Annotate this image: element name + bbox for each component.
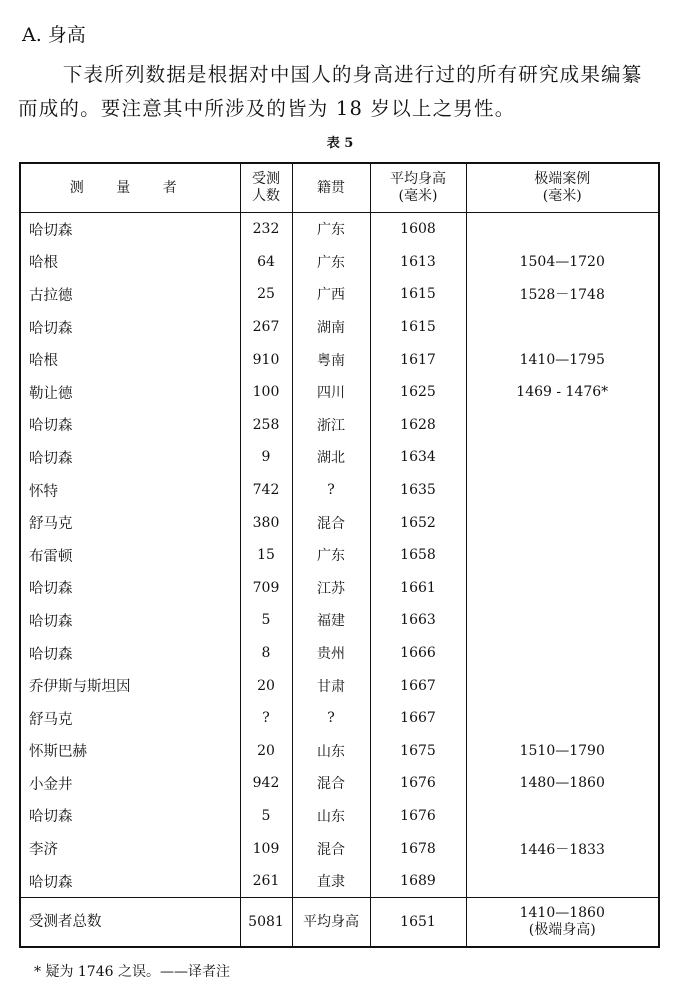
cell-avg-height: 1615 [370,311,466,344]
cell-origin: 湖南 [292,311,370,344]
cell-origin: 甘肃 [292,669,370,702]
table-row [20,800,659,833]
header-subjects: 受测 人数 [240,163,292,213]
cell-surveyor: 古拉德 [20,278,240,311]
table-row [20,702,659,735]
table-caption: 表 5 [326,136,354,151]
table-row [20,572,659,605]
cell-surveyor: 哈根 [20,246,240,279]
table-total-row [20,898,659,948]
cell-extremes: 1528－1748 [466,278,659,311]
total-extremes: 1410—1860 (极端身高) [466,898,659,948]
cell-subjects: 25 [240,278,292,311]
cell-avg-height: 1635 [370,474,466,507]
cell-avg-height: 1667 [370,669,466,702]
cell-surveyor: 哈切森 [20,637,240,670]
total-origin-label: 平均身高 [292,898,370,948]
cell-surveyor: 勒让德 [20,376,240,409]
cell-subjects: 20 [240,735,292,768]
cell-surveyor: 布雷顿 [20,539,240,572]
table-row [20,669,659,702]
cell-subjects: 261 [240,865,292,898]
cell-extremes [466,409,659,442]
intro-paragraph: 下表所列数据是根据对中国人的身高进行过的所有研究成果编纂而成的。要注意其中所涉及的皆为 18 岁以上之男性。 [18,63,643,120]
cell-surveyor: 怀特 [20,474,240,507]
cell-avg-height: 1628 [370,409,466,442]
cell-surveyor: 舒马克 [20,702,240,735]
cell-origin: 浙江 [292,409,370,442]
cell-avg-height: 1666 [370,637,466,670]
cell-extremes: 1446－1833 [466,832,659,865]
cell-origin: 山东 [292,735,370,768]
table-row [20,539,659,572]
cell-surveyor: 舒马克 [20,506,240,539]
table-row [20,604,659,637]
table-row [20,506,659,539]
cell-avg-height: 1625 [370,376,466,409]
cell-subjects: 64 [240,246,292,279]
cell-surveyor: 哈切森 [20,441,240,474]
table-row [20,311,659,344]
cell-extremes [466,441,659,474]
cell-surveyor: 乔伊斯与斯坦因 [20,669,240,702]
cell-avg-height: 1661 [370,572,466,605]
cell-subjects: 9 [240,441,292,474]
cell-subjects: 742 [240,474,292,507]
cell-avg-height: 1689 [370,865,466,898]
translator-footnote: * 疑为 1746 之误。——译者注 [34,964,230,980]
header-avg-height: 平均身高 (毫米) [370,163,466,213]
cell-extremes [466,800,659,833]
cell-extremes [466,637,659,670]
cell-extremes: 1410—1795 [466,343,659,376]
cell-subjects: 709 [240,572,292,605]
cell-avg-height: 1658 [370,539,466,572]
table-row [20,409,659,442]
cell-subjects: 100 [240,376,292,409]
table-row [20,278,659,311]
cell-subjects: 942 [240,767,292,800]
cell-origin: 广西 [292,278,370,311]
cell-origin: 湖北 [292,441,370,474]
table-row [20,474,659,507]
cell-surveyor: 怀斯巴赫 [20,735,240,768]
table-row [20,213,659,246]
cell-extremes: 1510—1790 [466,735,659,768]
table-header-row [20,163,659,213]
cell-extremes: 1469 - 1476* [466,376,659,409]
cell-extremes [466,572,659,605]
cell-avg-height: 1613 [370,246,466,279]
cell-surveyor: 哈切森 [20,572,240,605]
cell-surveyor: 李济 [20,832,240,865]
cell-surveyor: 哈切森 [20,311,240,344]
table-row [20,441,659,474]
cell-subjects: 5 [240,800,292,833]
table-row [20,246,659,279]
cell-surveyor: 哈切森 [20,604,240,637]
total-avg-height: 1651 [370,898,466,948]
table-row [20,637,659,670]
cell-avg-height: 1675 [370,735,466,768]
cell-subjects: 8 [240,637,292,670]
section-heading: A. 身高 [22,24,86,46]
cell-avg-height: 1678 [370,832,466,865]
cell-subjects: 109 [240,832,292,865]
cell-subjects: 380 [240,506,292,539]
cell-avg-height: 1676 [370,767,466,800]
cell-origin: 广东 [292,539,370,572]
cell-surveyor: 哈切森 [20,213,240,246]
table-row [20,735,659,768]
cell-surveyor: 哈切森 [20,409,240,442]
table-row [20,767,659,800]
cell-origin: 江苏 [292,572,370,605]
table-body [20,213,659,898]
cell-extremes: 1480—1860 [466,767,659,800]
cell-subjects: 20 [240,669,292,702]
cell-extremes [466,865,659,898]
cell-subjects: 910 [240,343,292,376]
cell-subjects: ? [240,702,292,735]
cell-avg-height: 1676 [370,800,466,833]
total-subjects: 5081 [240,898,292,948]
height-data-table [19,162,660,948]
cell-extremes [466,213,659,246]
cell-origin: 广东 [292,246,370,279]
cell-origin: 混合 [292,832,370,865]
cell-avg-height: 1663 [370,604,466,637]
cell-extremes [466,474,659,507]
cell-extremes [466,311,659,344]
cell-avg-height: 1667 [370,702,466,735]
table-row [20,343,659,376]
cell-avg-height: 1608 [370,213,466,246]
cell-subjects: 5 [240,604,292,637]
cell-surveyor: 哈切森 [20,865,240,898]
cell-origin: 山东 [292,800,370,833]
cell-extremes [466,604,659,637]
cell-origin: 福建 [292,604,370,637]
cell-extremes [466,539,659,572]
cell-avg-height: 1634 [370,441,466,474]
cell-extremes: 1504—1720 [466,246,659,279]
cell-surveyor: 哈根 [20,343,240,376]
cell-origin: 四川 [292,376,370,409]
cell-avg-height: 1615 [370,278,466,311]
cell-origin: 贵州 [292,637,370,670]
cell-extremes [466,506,659,539]
total-label: 受测者总数 [20,898,240,948]
cell-origin: 混合 [292,506,370,539]
cell-origin: ? [292,702,370,735]
cell-origin: 直隶 [292,865,370,898]
cell-origin: 混合 [292,767,370,800]
header-extremes: 极端案例 (毫米) [466,163,659,213]
cell-extremes [466,702,659,735]
header-origin: 籍贯 [292,163,370,213]
cell-origin: ? [292,474,370,507]
cell-avg-height: 1617 [370,343,466,376]
cell-extremes [466,669,659,702]
cell-subjects: 15 [240,539,292,572]
cell-surveyor: 哈切森 [20,800,240,833]
header-surveyor: 测 量 者 [20,163,240,213]
table-row [20,832,659,865]
table-row [20,376,659,409]
cell-origin: 广东 [292,213,370,246]
cell-surveyor: 小金井 [20,767,240,800]
table-row [20,865,659,898]
cell-subjects: 267 [240,311,292,344]
cell-origin: 粤南 [292,343,370,376]
cell-subjects: 258 [240,409,292,442]
cell-subjects: 232 [240,213,292,246]
cell-avg-height: 1652 [370,506,466,539]
